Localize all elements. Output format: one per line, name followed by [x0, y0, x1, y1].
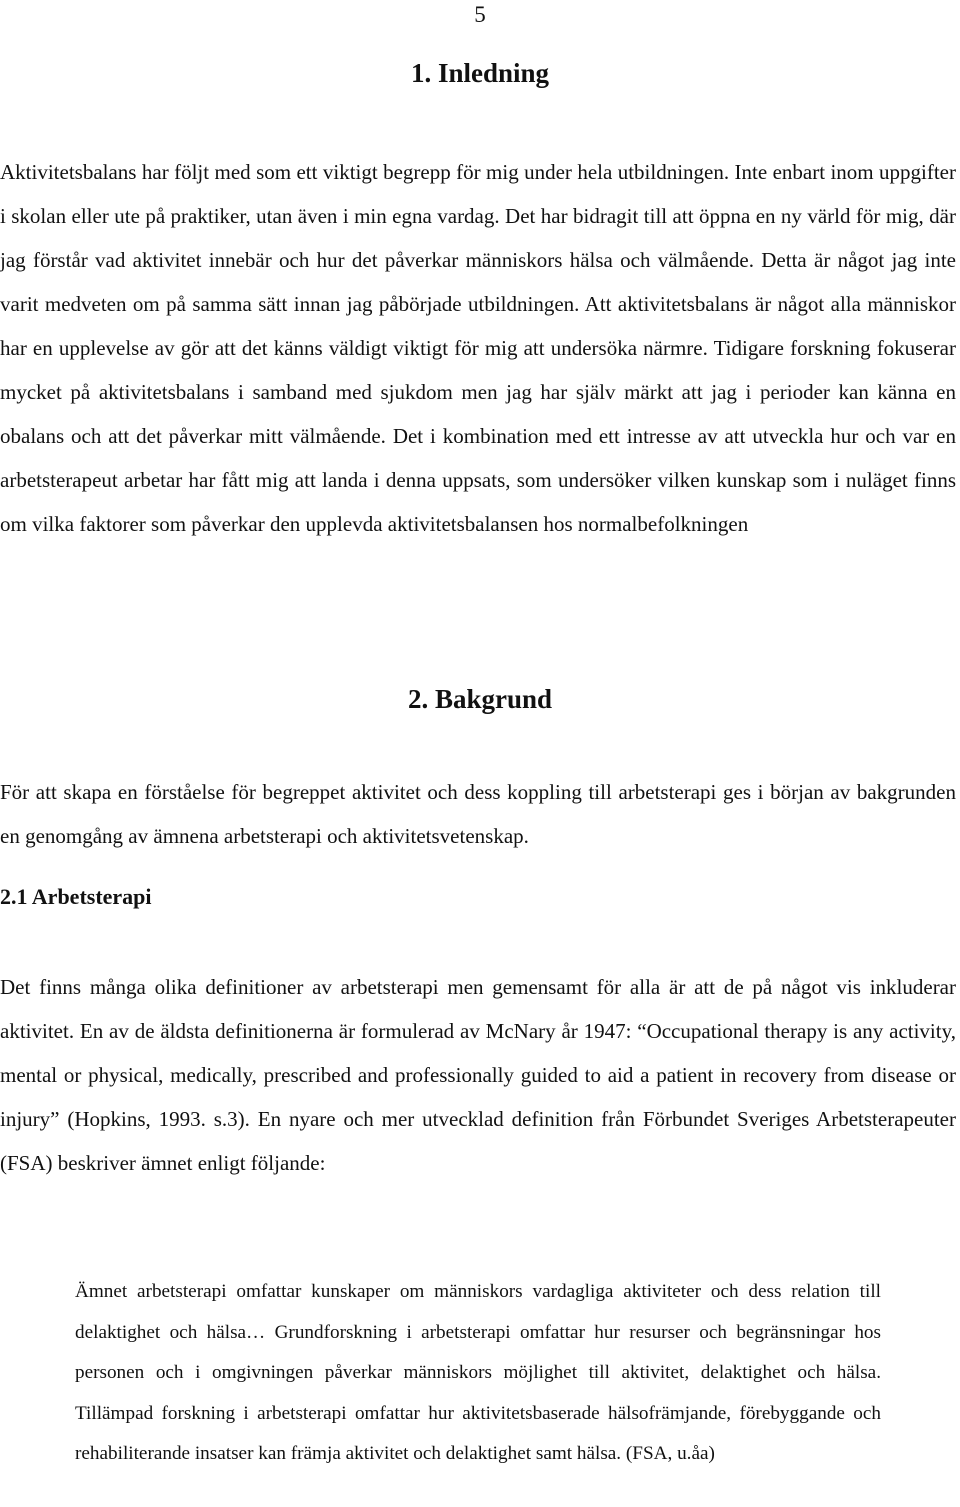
heading-arbetsterapi: 2.1 Arbetsterapi	[0, 884, 152, 909]
page-number: 5	[474, 2, 486, 27]
heading-bakgrund: 2. Bakgrund	[407, 684, 553, 714]
paragraph-arbetsterapi: Det finns många olika definitioner av arbetsterapi men gemensamt för alla är att de på något vis inkluderar aktivitet. En av de äldsta definitionerna är formulerad av McNary år 1947: “Occupational therapy is any activity, mental or physical, medically, prescribed and professionally guided to aid a patient in recovery from disease or injury” (Hopkins, 1993. s.3). En nyare och mer utvecklad definition från Förbundet Sveriges Arbetsterapeuter (FSA) beskriver ämnet enligt följande:	[0, 975, 956, 1175]
paragraph-inledning: Aktivitetsbalans har följt med som ett viktigt begrepp för mig under hela utbildningen. Inte enbart inom uppgifter i skolan eller ute på praktiker, utan även i min egna vardag. Det har bidragit till att öppna en ny värld för mig, där jag förstår vad aktivitet innebär och hur det påverkar människors hälsa och välmående. Detta är något jag inte varit medveten om på samma sätt innan jag påbörjade utbildningen. Att aktivitetsbalans är något alla människor har en upplevelse av gör att det känns väldigt viktigt för mig att undersöka närmre. Tidigare forskning fokuserar mycket på aktivitetsbalans i samband med sjukdom men jag har själv märkt att jag i perioder kan känna en obalans och att det påverkar mitt välmående. Det i kombination med ett intresse av att utveckla hur och var en arbetsterapeut arbetar har fått mig att landa i denna uppsats, som undersöker vilken kunskap som i nuläget finns om vilka faktorer som påverkar den upplevda aktivitetsbalansen hos normalbefolkningen	[0, 160, 956, 536]
block-quote-fsa: Ämnet arbetsterapi omfattar kunskaper om människors vardagliga aktiviteter och dess relation till delaktighet och hälsa… Grundforskning i arbetsterapi omfattar hur resurser och begränsningar hos personen och i omgivningen påverkar människors möjlighet till aktivitet, delaktighet och hälsa. Tillämpad forskning i arbetsterapi omfattar hur aktivitetsbaserade hälsofrämjande, förebyggande och rehabiliterande insatser kan främja aktivitet och delaktighet samt hälsa. (FSA, u.åa)	[75, 1281, 881, 1464]
paragraph-bakgrund: För att skapa en förståelse för begreppet aktivitet och dess koppling till arbetsterapi ges i början av bakgrunden en genomgång av ämnena arbetsterapi och aktivitetsvetenskap.	[0, 780, 956, 848]
heading-inledning: 1. Inledning	[410, 58, 550, 88]
